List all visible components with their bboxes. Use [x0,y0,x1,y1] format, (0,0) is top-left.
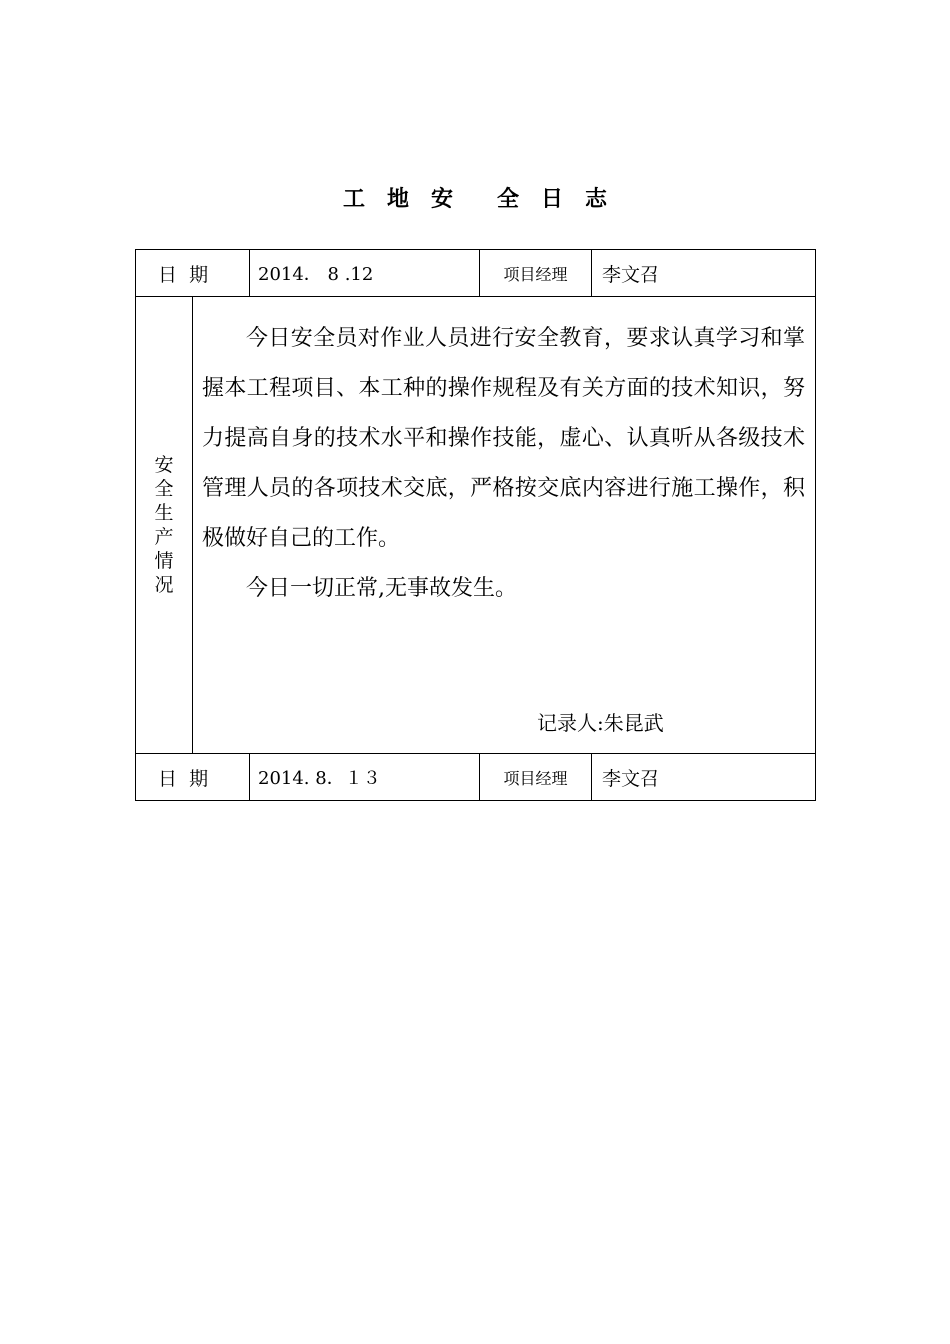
content-paragraph: 今日安全员对作业人员进行安全教育，要求认真学习和掌握本工程项目、本工种的操作规程及有关方面的技术知识，努力提高自身的技术水平和操作技能，虚心、认真听从各级技术管理人员的各项技术交底，严格按交底内容进行施工操作，积极做好自己的工作。 [202,326,805,551]
date-value: 2014． 8 .12 [250,250,480,297]
side-label-char: 情 [154,550,174,572]
entry-row-1 [136,250,816,297]
side-label-char: 安 [154,454,174,476]
date-label: 日 期 [136,754,250,801]
manager-label: 项目经理 [480,754,592,801]
page-title: 工 地 安 全 日 志 [342,187,607,212]
date-label: 日 期 [136,250,250,297]
safety-log-table [135,249,816,801]
content-paragraph: 今日一切正常,无事故发生。 [246,576,517,601]
side-label-char: 全 [154,478,174,500]
side-label-char: 产 [154,526,174,548]
manager-value: 李文召 [592,250,816,297]
safety-situation-label [136,297,193,754]
side-label-char: 生 [154,502,174,524]
manager-label: 项目经理 [480,250,592,297]
entry-row-2 [136,754,816,801]
safety-content-row [136,297,816,754]
safety-content-cell [193,297,816,754]
manager-value: 李文召 [592,754,816,801]
safety-content [193,297,815,614]
date-value: 2014. 8．１３ [250,754,480,801]
recorder-signature: 记录人:朱昆武 [537,711,664,735]
side-label-char: 况 [154,574,174,596]
